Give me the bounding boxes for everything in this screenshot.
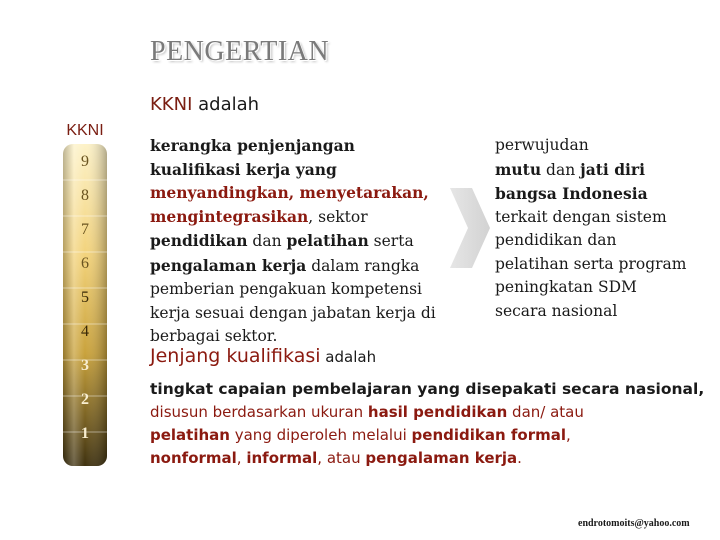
def-text: dalam rangka [306,256,420,275]
def-text: , sektor [308,207,368,226]
ladder-level-5: 5 [81,289,89,306]
jenjang-text: , atau [317,449,366,467]
def-line: menyandingkan, menyetarakan, [150,183,429,202]
jenjang-term: nonformal [150,449,237,467]
jenjang-text: disusun berdasarkan ukuran [150,403,368,421]
kkni-definition [150,134,450,349]
jenjang-text: , [566,426,571,444]
arrow-right-icon [446,180,494,276]
jenjang-rest: adalah [320,348,377,366]
jenjang-text: dan/ atau [507,403,584,421]
jenjang-term: pengalaman kerja [365,449,518,467]
purpose-text: dan [541,160,581,179]
def-line: pemberian pengakuan kompetensi [150,280,422,298]
ladder-label: KKNI [66,122,104,139]
def-line: kerangka penjenjangan [150,136,355,155]
ladder-level-8: 8 [81,187,89,204]
def-line: berbagai sektor. [150,327,278,345]
ladder-level-3: 3 [81,357,89,374]
jenjang-text: yang diperoleh melalui [229,426,412,444]
def-line: kerja sesuai dengan jabatan kerja di [150,303,436,322]
purpose-term: mutu [495,159,542,179]
ladder-level-4: 4 [81,323,89,340]
jenjang-text: . [517,449,522,467]
kkni-heading-rest: adalah [192,94,260,115]
ladder-level-9: 9 [81,153,89,170]
purpose-line: bangsa Indonesia [495,184,648,203]
jenjang-heading [150,345,376,367]
jenjang-definition [150,378,710,470]
purpose-line: perwujudan [495,136,589,154]
def-line: kualifikasi kerja yang [150,159,337,179]
ladder-level-7: 7 [81,221,89,238]
ladder-level-6: 6 [81,255,89,272]
kkni-heading-term: KKNI [150,94,193,115]
jenjang-text: , [236,449,247,467]
jenjang-term: informal [246,449,318,467]
author-email: endrotomoits@yahoo.com [578,518,690,529]
jenjang-term: hasil pendidikan [367,403,508,421]
ladder-level-2: 2 [81,391,89,408]
page-title: PENGERTIAN [150,36,330,67]
kkni-heading [150,94,259,115]
purpose-line: pendidikan dan [495,231,617,249]
jenjang-line: tingkat capaian pembelajaran yang disepakati secara nasional, [150,380,705,398]
def-term: pendidikan [150,231,248,250]
def-text: serta [368,232,414,250]
purpose-line: secara nasional [495,301,618,320]
jenjang-term: pelatihan [150,426,230,444]
purpose-line: pelatihan serta program [495,254,687,273]
def-term: mengintegrasikan [150,206,309,226]
jenjang-term: Jenjang kualifikasi [150,345,321,367]
def-term: pengalaman kerja [150,255,307,275]
kkni-purpose [495,134,700,323]
purpose-line: terkait dengan sistem [495,207,667,226]
purpose-term: jati diri [580,159,645,179]
ladder-levels [52,144,118,474]
purpose-line: peningkatan SDM [495,278,637,296]
jenjang-term: pendidikan formal [411,426,567,444]
def-text: dan [247,232,287,250]
ladder-level-1: 1 [81,425,89,442]
def-term: pelatihan [286,231,369,250]
